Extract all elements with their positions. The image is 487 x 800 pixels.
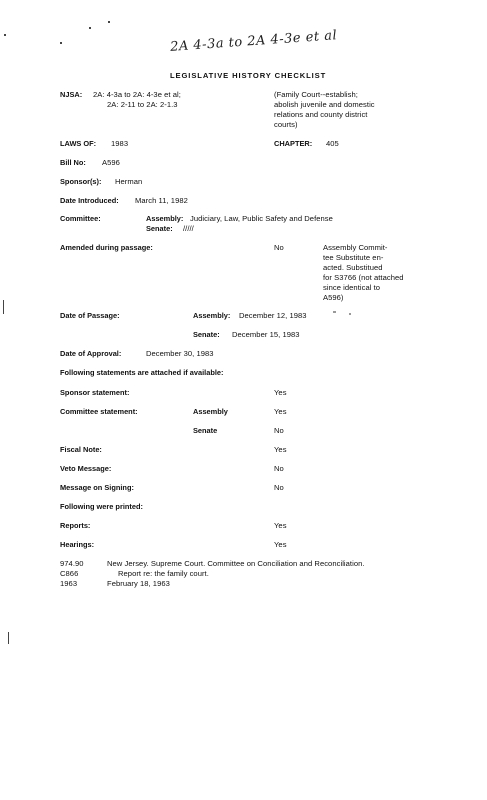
committee-assembly-value: Judiciary, Law, Public Safety and Defense: [190, 214, 333, 223]
amended-label: Amended during passage:: [60, 243, 153, 252]
njsa-description-1: (Family Court--establish;: [274, 90, 358, 99]
passage-senate-label: Senate:: [193, 330, 220, 339]
amended-value: No: [274, 243, 284, 252]
sponsor-value: Herman: [115, 177, 143, 186]
passage-assembly-label: Assembly:: [193, 311, 231, 320]
committee-statement-senate-value: No: [274, 426, 284, 435]
sponsor-statement-label: Sponsor statement:: [60, 388, 130, 397]
veto-message-value: No: [274, 464, 284, 473]
passage-senate-value: December 15, 1983: [232, 330, 300, 339]
committee-assembly-label: Assembly:: [146, 214, 184, 223]
reports-value: Yes: [274, 521, 287, 530]
scan-speck: [349, 313, 351, 315]
date-of-approval-label: Date of Approval:: [60, 349, 122, 358]
citation-call-number-1: 974.90: [60, 559, 84, 568]
committee-statement-assembly-label: Assembly: [193, 407, 228, 416]
sponsor-statement-value: Yes: [274, 388, 287, 397]
hearings-label: Hearings:: [60, 540, 95, 549]
sponsor-label: Sponsor(s):: [60, 177, 102, 186]
date-of-passage-label: Date of Passage:: [60, 311, 120, 320]
following-printed-heading: Following were printed:: [60, 502, 143, 511]
njsa-line-2: 2A: 2-11 to 2A: 2-1.3: [107, 100, 178, 109]
chapter-value: 405: [326, 139, 339, 148]
amended-note-5: since identical to: [323, 283, 381, 292]
passage-assembly-value: December 12, 1983: [239, 311, 307, 320]
amended-note-6: A596): [323, 293, 344, 302]
laws-of-value: 1983: [111, 139, 129, 148]
citation-call-number-3: 1963: [60, 579, 78, 588]
citation-line-3: February 18, 1963: [107, 579, 170, 588]
fiscal-note-value: Yes: [274, 445, 287, 454]
committee-senate-label: Senate:: [146, 224, 173, 233]
following-attached-heading: Following statements are attached if available:: [60, 368, 224, 377]
committee-statement-label: Committee statement:: [60, 407, 138, 416]
chapter-label: CHAPTER:: [274, 139, 313, 148]
scan-speck: [89, 27, 91, 29]
njsa-description-3: relations and county district: [274, 110, 368, 119]
committee-statement-senate-label: Senate: [193, 426, 218, 435]
bill-no-value: A596: [102, 158, 120, 167]
page-title: LEGISLATIVE HISTORY CHECKLIST: [170, 71, 327, 80]
scan-mark: [3, 300, 4, 314]
scan-speck: [60, 42, 62, 44]
date-introduced-value: March 11, 1982: [135, 196, 188, 205]
njsa-label: NJSA:: [60, 90, 83, 99]
scan-speck: [108, 21, 110, 23]
citation-line-1: New Jersey. Supreme Court. Committee on Conciliation and Reconciliation.: [107, 559, 365, 568]
scan-mark: [8, 632, 9, 644]
scan-speck: [4, 34, 6, 36]
committee-senate-value: /////: [183, 224, 194, 233]
njsa-description-4: courts): [274, 120, 298, 129]
fiscal-note-label: Fiscal Note:: [60, 445, 102, 454]
citation-call-number-2: C866: [60, 569, 79, 578]
njsa-line-1: 2A: 4-3a to 2A: 4-3e et al;: [93, 90, 181, 99]
date-of-approval-value: December 30, 1983: [146, 349, 214, 358]
amended-note-3: acted. Substitued: [323, 263, 383, 272]
message-on-signing-label: Message on Signing:: [60, 483, 134, 492]
reports-label: Reports:: [60, 521, 91, 530]
hearings-value: Yes: [274, 540, 287, 549]
bill-no-label: Bill No:: [60, 158, 86, 167]
njsa-description-2: abolish juvenile and domestic: [274, 100, 375, 109]
message-on-signing-value: No: [274, 483, 284, 492]
scan-speck: [333, 311, 336, 313]
handwritten-note: 2A 4-3a to 2A 4-3e et al: [169, 28, 338, 55]
citation-line-2: Report re: the family court.: [118, 569, 209, 578]
amended-note-1: Assembly Commit-: [323, 243, 388, 252]
committee-statement-assembly-value: Yes: [274, 407, 287, 416]
amended-note-4: for S3766 (not attached: [323, 273, 404, 282]
date-introduced-label: Date Introduced:: [60, 196, 119, 205]
amended-note-2: tee Substitute en-: [323, 253, 384, 262]
veto-message-label: Veto Message:: [60, 464, 112, 473]
laws-of-label: LAWS OF:: [60, 139, 97, 148]
committee-label: Committee:: [60, 214, 101, 223]
